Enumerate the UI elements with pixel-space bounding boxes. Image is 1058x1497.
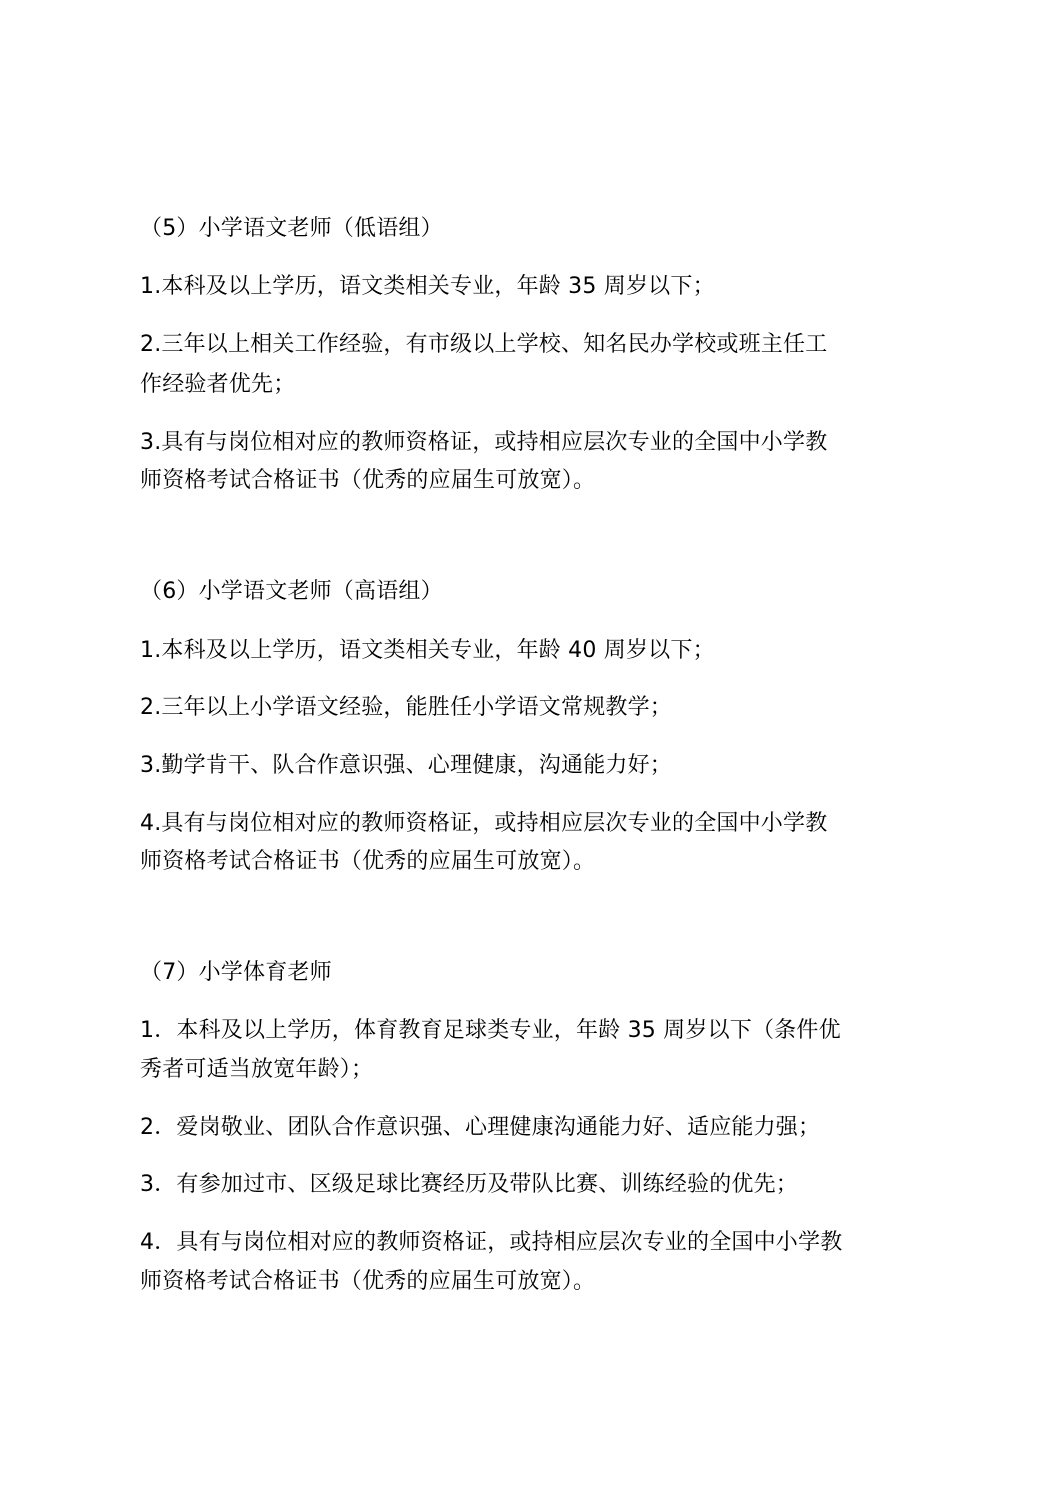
section-heading-7: （7）小学体育老师 — [140, 960, 332, 985]
section-7-item-3-line-1: 3．有参加过市、区级足球比赛经历及带队比赛、训练经验的优先； — [140, 1172, 798, 1197]
section-6-item-4-line-2: 师资格考试合格证书（优秀的应届生可放宽）。 — [140, 849, 596, 874]
section-heading-5: （5）小学语文老师（低语组） — [140, 216, 443, 241]
section-7-item-4-line-1: 4．具有与岗位相对应的教师资格证，或持相应层次专业的全国中小学教 — [140, 1230, 843, 1255]
section-5-item-3-line-1: 3.具有与岗位相对应的教师资格证，或持相应层次专业的全国中小学教 — [140, 430, 828, 455]
section-7-item-1-line-1: 1．本科及以上学历，体育教育足球类专业，年龄 35 周岁以下（条件优 — [140, 1018, 841, 1043]
section-7-item-4-line-2: 师资格考试合格证书（优秀的应届生可放宽）。 — [140, 1269, 596, 1294]
section-6-item-4-line-1: 4.具有与岗位相对应的教师资格证，或持相应层次专业的全国中小学教 — [140, 811, 828, 836]
section-7-item-2-line-1: 2．爱岗敬业、团队合作意识强、心理健康沟通能力好、适应能力强； — [140, 1115, 821, 1140]
section-6-item-3-line-1: 3.勤学肯干、队合作意识强、心理健康，沟通能力好； — [140, 753, 672, 778]
section-heading-6: （6）小学语文老师（高语组） — [140, 579, 443, 604]
section-5-item-1-line-1: 1.本科及以上学历，语文类相关专业，年龄 35 周岁以下； — [140, 274, 715, 299]
section-6-item-2-line-1: 2.三年以上小学语文经验，能胜任小学语文常规教学； — [140, 695, 672, 720]
section-5-item-2-line-1: 2.三年以上相关工作经验，有市级以上学校、知名民办学校或班主任工 — [140, 332, 828, 357]
section-7-item-1-line-2: 秀者可适当放宽年龄）； — [140, 1057, 374, 1082]
section-5-item-2-line-2: 作经验者优先； — [140, 372, 296, 397]
section-5-item-3-line-2: 师资格考试合格证书（优秀的应届生可放宽）。 — [140, 468, 596, 493]
section-6-item-1-line-1: 1.本科及以上学历，语文类相关专业，年龄 40 周岁以下； — [140, 638, 715, 663]
